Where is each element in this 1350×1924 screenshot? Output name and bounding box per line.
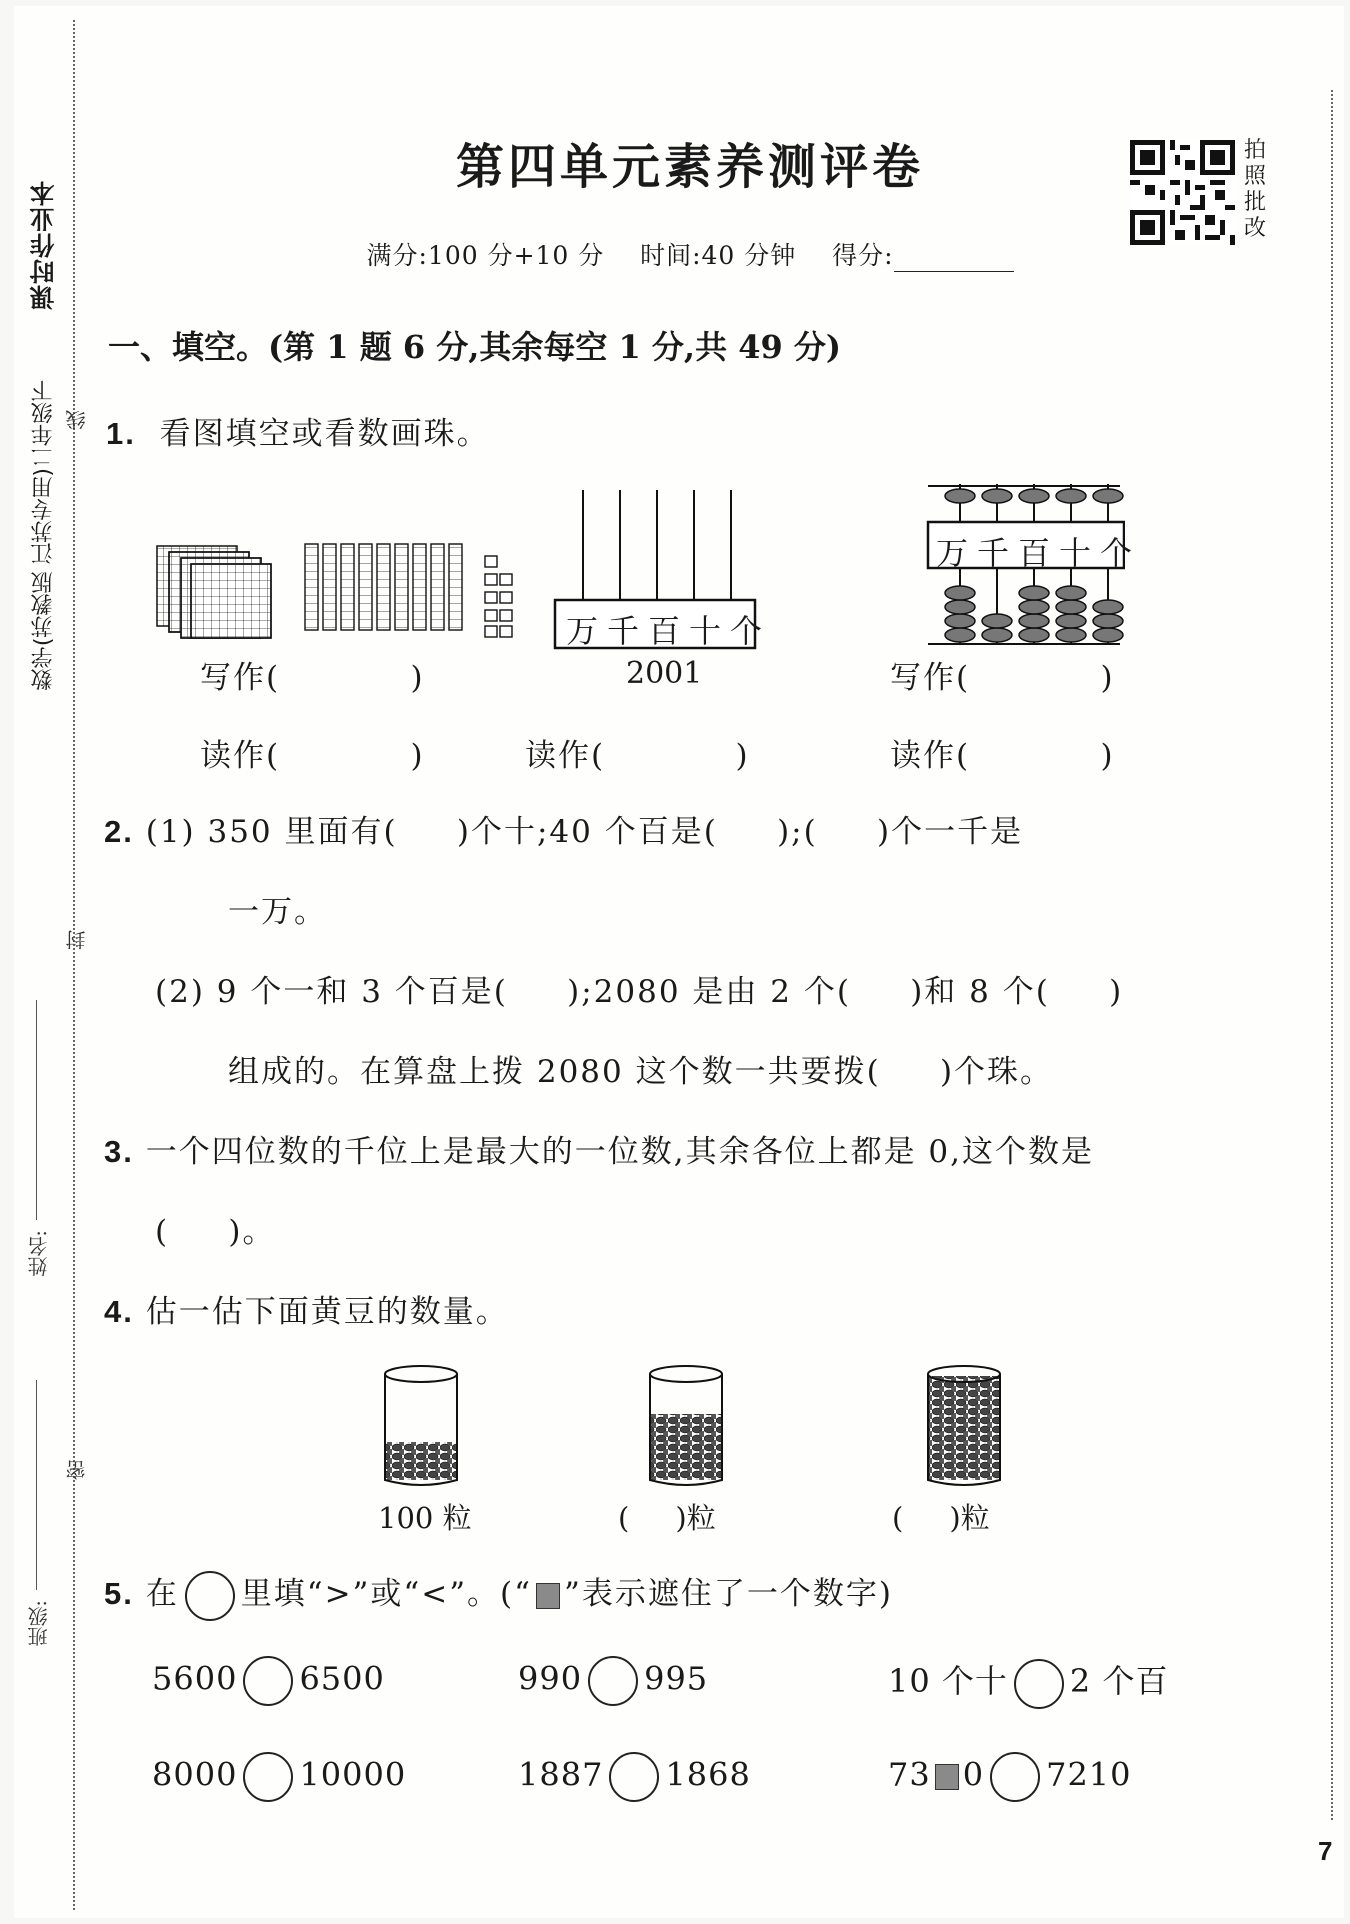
sidebar-seal-mark: 封 xyxy=(65,930,89,950)
q2-part2-cont[interactable]: 组成的。在算盘上拨 2080 这个数一共要拨( )个珠。 xyxy=(228,1054,1054,1090)
q1-read-1[interactable]: 读作( ) xyxy=(200,738,425,774)
q2-part2[interactable]: (2) 9 个一和 3 个百是( );2080 是由 2 个( )和 8 个( ) xyxy=(155,974,1124,1010)
class-blank[interactable] xyxy=(36,1380,37,1590)
q1-read-3[interactable]: 读作( ) xyxy=(890,738,1115,774)
compare-circle-input[interactable] xyxy=(588,1656,638,1706)
compare-item: 8000 10000 xyxy=(152,1752,406,1802)
compare-item: 5600 6500 xyxy=(152,1656,385,1706)
q1-write-3[interactable]: 写作( ) xyxy=(890,660,1115,696)
jar-2 xyxy=(650,1366,722,1485)
compare-circle-input[interactable] xyxy=(1014,1659,1064,1709)
unit-cubes xyxy=(485,556,512,637)
binding-line xyxy=(73,20,75,1910)
class-label: 班级: xyxy=(27,1600,51,1647)
section1-heading: 一、填空。(第 1 题 6 分,其余每空 1 分,共 49 分) xyxy=(108,328,842,366)
q5-prompt: 5. 在 里填“>”或“<”。(“ ”表示遮住了一个数字) xyxy=(104,1568,893,1621)
masked-digit-icon xyxy=(536,1583,560,1609)
q2-part1-cont: 一万。 xyxy=(228,894,327,930)
name-blank[interactable] xyxy=(36,1000,37,1220)
score-blank[interactable] xyxy=(894,245,1014,272)
q3-answer-blank[interactable]: ( )。 xyxy=(155,1214,276,1250)
right-margin-line xyxy=(1331,90,1333,1820)
circle-icon xyxy=(185,1571,235,1621)
base-ten-blocks-figure xyxy=(155,532,515,642)
compare-item: 1887 1868 xyxy=(518,1752,751,1802)
compare-item: 73 0 7210 xyxy=(888,1752,1132,1802)
qr-code-icon[interactable] xyxy=(1130,140,1235,245)
page-title: 第四单元素养测评卷 xyxy=(455,139,924,195)
jar1-label: 100 粒 xyxy=(378,1501,472,1535)
page-number: 7 xyxy=(1318,1836,1333,1866)
full-score: 满分:100 分+10 分 xyxy=(366,241,605,270)
jar3-label[interactable]: ( )粒 xyxy=(892,1501,990,1535)
hundred-rods xyxy=(305,544,462,630)
q3-prompt: 3. 一个四位数的千位上是最大的一位数,其余各位上都是 0,这个数是 xyxy=(104,1134,1095,1170)
q1-read-2[interactable]: 读作( ) xyxy=(525,738,750,774)
score-label: 得分: xyxy=(832,241,894,270)
masked-digit-icon xyxy=(935,1764,959,1790)
jar-1 xyxy=(385,1366,457,1485)
worksheet-page xyxy=(14,6,1344,1918)
q1-prompt: 1. 看图填空或看数画珠。 xyxy=(106,416,490,452)
sidebar-brand: 课时作业本 xyxy=(29,180,58,310)
sidebar-secret-mark: 密 xyxy=(65,1460,89,1480)
counting-frame-labels: 万千百十个 xyxy=(566,612,772,650)
sidebar-subject: 数学(苏教版 江苏专用)二年级下 xyxy=(31,380,56,691)
jar-3 xyxy=(928,1366,1000,1485)
name-label: 姓名: xyxy=(27,1230,51,1277)
thousand-cubes xyxy=(157,546,271,638)
given-number: 2001 xyxy=(626,656,703,691)
q1-write-1[interactable]: 写作( ) xyxy=(200,660,425,696)
soybean-jars-figure xyxy=(380,1362,1020,1492)
time-limit: 时间:40 分钟 xyxy=(640,241,797,270)
q2-part1[interactable]: 2. (1) 350 里面有( )个十;40 个百是( );( )个一千是 xyxy=(104,814,1024,850)
compare-item: 10 个十 2 个百 xyxy=(888,1656,1168,1709)
compare-item: 990 995 xyxy=(518,1656,708,1706)
compare-circle-input[interactable] xyxy=(243,1656,293,1706)
abacus-labels: 万千百十个 xyxy=(936,534,1142,572)
jar2-label[interactable]: ( )粒 xyxy=(618,1501,716,1535)
compare-circle-input[interactable] xyxy=(609,1752,659,1802)
compare-circle-input[interactable] xyxy=(243,1752,293,1802)
q4-prompt: 4. 估一估下面黄豆的数量。 xyxy=(104,1294,509,1330)
compare-circle-input[interactable] xyxy=(990,1752,1040,1802)
sidebar-line-mark: 线 xyxy=(65,410,89,430)
qr-caption: 拍 照 批 改 xyxy=(1243,138,1266,241)
